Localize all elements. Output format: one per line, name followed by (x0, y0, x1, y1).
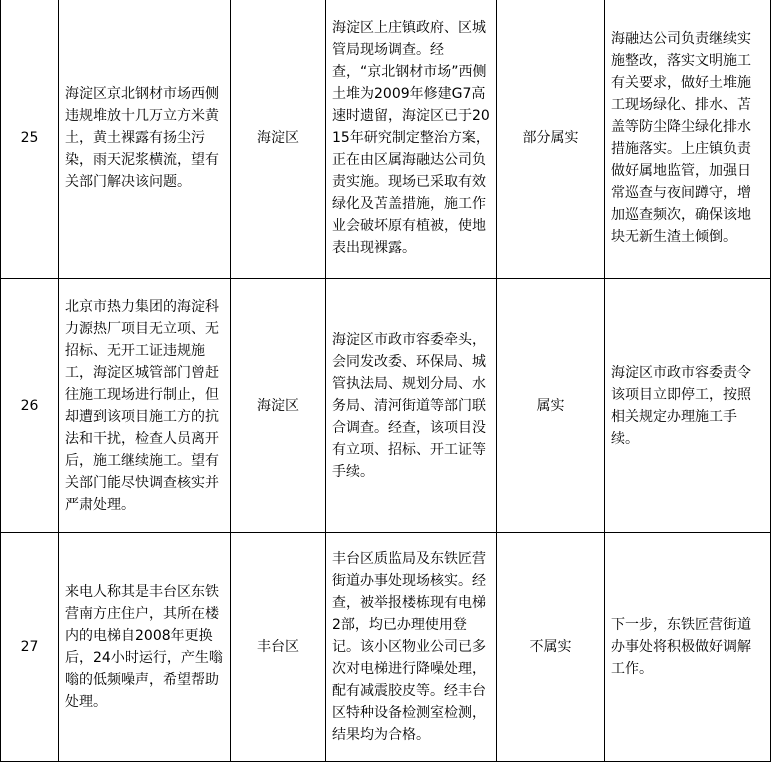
handling-result: 下一步，东铁匠营街道办事处将积极做好调解工作。 (605, 533, 771, 762)
handling-result: 海淀区市政市容委责令该项目立即停工，按照相关规定办理施工手续。 (605, 279, 771, 533)
investigation-result: 丰台区质监局及东铁匠营街道办事处现场核实。经查，被举报楼栋现有电梯2部，均已办理使用登记。该小区物业公司已多次对电梯进行降噪处理，配有减震胶皮等。经丰台区特种设备检测室检测，结果均为合格。 (326, 533, 497, 762)
verdict: 不属实 (497, 533, 605, 762)
complaint-content: 北京市热力集团的海淀科力源热厂项目无立项、无招标、无开工证违规施工，海淀区城管部门曾赶往施工现场进行制止，但却遭到该项目施工方的抗法和干扰，检查人员离开后，施工继续施工。望有关部门能尽快调查核实并严肃处理。 (59, 279, 231, 533)
investigation-result: 海淀区上庄镇政府、区城管局现场调查。经查，“京北钢材市场”西侧土堆为2009年修建G7高速时遗留，海淀区已于2015年研究制定整治方案，正在由区属海融达公司负责实施。现场已采取有效绿化及苫盖措施，施工作业会破坏原有植被，使地表出现裸露。 (326, 0, 497, 279)
table-row (1, 0, 771, 279)
table-row (1, 279, 771, 533)
table-row (1, 533, 771, 762)
verdict: 属实 (497, 279, 605, 533)
complaint-content: 来电人称其是丰台区东铁营南方庄住户，其所在楼内的电梯自2008年更换后，24小时运行，产生嗡嗡的低频噪声，希望帮助处理。 (59, 533, 231, 762)
row-number: 26 (1, 279, 59, 533)
row-number: 27 (1, 533, 59, 762)
district: 海淀区 (231, 0, 326, 279)
complaint-content: 海淀区京北钢材市场西侧违规堆放十几万立方米黄土，黄土裸露有扬尘污染，雨天泥浆横流，望有关部门解决该问题。 (59, 0, 231, 279)
district: 丰台区 (231, 533, 326, 762)
investigation-result: 海淀区市政市容委牵头，会同发改委、环保局、城管执法局、规划分局、水务局、清河街道等部门联合调查。经查，该项目没有立项、招标、开工证等手续。 (326, 279, 497, 533)
handling-result: 海融达公司负责继续实施整改，落实文明施工有关要求，做好土堆施工现场绿化、排水、苫盖等防尘降尘绿化排水措施落实。上庄镇负责做好属地监管，加强日常巡查与夜间蹲守，增加巡查频次，确保该地块无新生渣土倾倒。 (605, 0, 771, 279)
row-number: 25 (1, 0, 59, 279)
district: 海淀区 (231, 279, 326, 533)
verdict: 部分属实 (497, 0, 605, 279)
